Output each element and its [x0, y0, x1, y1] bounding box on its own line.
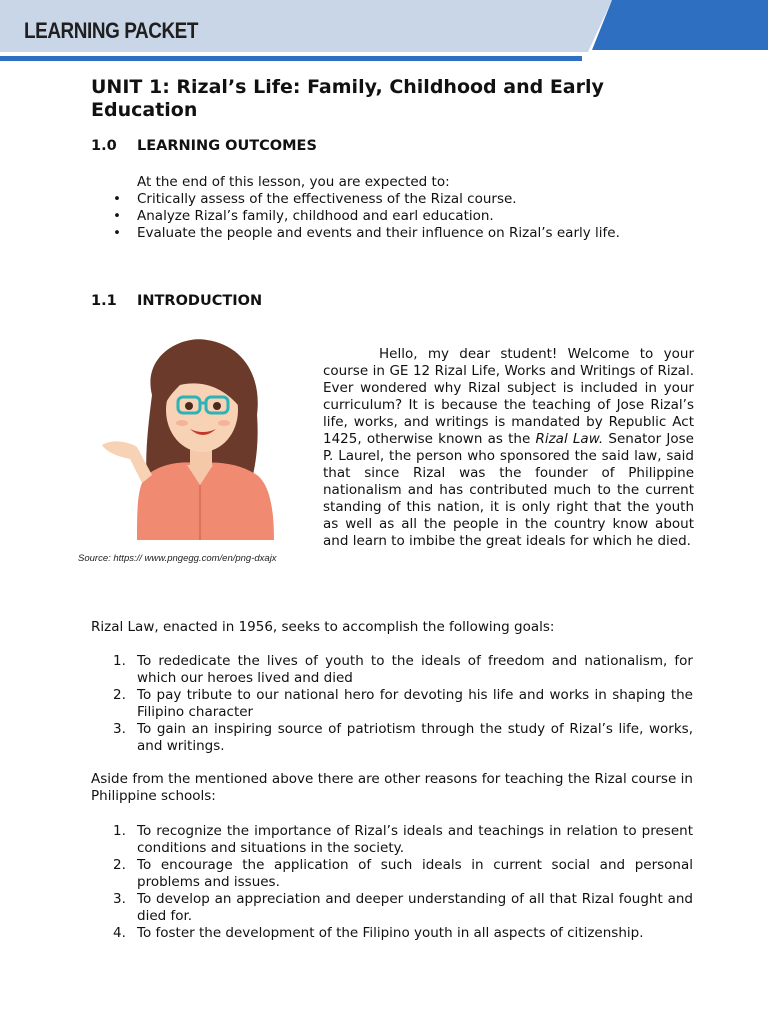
page-header — [0, 0, 768, 62]
intro-text-part1: Hello, my dear student! Welcome to your course in GE 12 Rizal Life, Works and Writings of Rizal. Ever wondered why Rizal subject is included in your curriculum? It is because the teaching of Jose Rizal’s life, works, and writings is mandated by Republic Act 1425, otherwise known as the — [323, 346, 694, 447]
learning-outcomes-heading — [91, 138, 693, 154]
list-item: 3. To gain an inspiring source of patriotism through the study of Rizal’s life, works, and writings. — [113, 721, 693, 754]
list-item: • Critically assess of the effectiveness of the Rizal course. — [91, 191, 693, 208]
header-title: LEARNING PACKET — [24, 18, 199, 43]
list-item: 1. To rededicate the lives of youth to the ideals of freedom and nationalism, for which our heroes lived and died — [113, 653, 693, 686]
intro-text-part2: Senator Jose P. Laurel, the person who sponsored the said law, said that since Rizal was the founder of Philippine nationalism and has contributed much to the current standing of this nation, it is only right that the youth as well as all the people in the country know about and learn to imbibe the great ideals for which he died. — [323, 431, 694, 549]
list-item: 2. To encourage the application of such ideals in current social and personal problems and issues. — [113, 857, 693, 890]
learning-outcomes-body — [91, 174, 693, 242]
list-item: 1. To recognize the importance of Rizal’s ideals and teachings in relation to present conditions and situations in the society. — [113, 823, 693, 856]
image-source-caption: Source: https:// www.pngegg.com/en/png-dxajx — [78, 553, 277, 564]
section-title: INTRODUCTION — [137, 293, 263, 309]
teacher-illustration — [92, 335, 292, 545]
list-item: • Evaluate the people and events and their influence on Rizal’s early life. — [91, 225, 693, 242]
outcomes-list — [91, 191, 693, 242]
section-number: 1.1 — [91, 293, 117, 309]
outcomes-intro: At the end of this lesson, you are expected to: — [137, 174, 450, 190]
other-reasons-list — [91, 823, 693, 942]
list-item: 2. To pay tribute to our national hero for devoting his life and works in shaping the Filipino character — [113, 687, 693, 720]
unit-title — [91, 76, 693, 122]
list-item: 3. To develop an appreciation and deeper understanding of all that Rizal fought and died for. — [113, 891, 693, 924]
list-item: • Analyze Rizal’s family, childhood and earl education. — [91, 208, 693, 225]
section-title: LEARNING OUTCOMES — [137, 138, 317, 154]
introduction-paragraph — [323, 346, 694, 550]
introduction-heading — [91, 293, 693, 309]
unit-title-line1: UNIT 1: Rizal’s Life: Family, Childhood and Early — [91, 76, 604, 98]
rizal-law-emphasis: Rizal Law. — [535, 431, 604, 447]
rizal-law-lead: Rizal Law, enacted in 1956, seeks to accomplish the following goals: — [91, 619, 555, 635]
list-item: 4. To foster the development of the Filipino youth in all aspects of citizenship. — [113, 925, 644, 941]
other-reasons-lead: Aside from the mentioned above there are other reasons for teaching the Rizal course in Philippine schools: — [91, 771, 693, 804]
rizal-law-goals — [91, 653, 693, 755]
unit-title-line2: Education — [91, 99, 198, 121]
section-number: 1.0 — [91, 138, 117, 154]
